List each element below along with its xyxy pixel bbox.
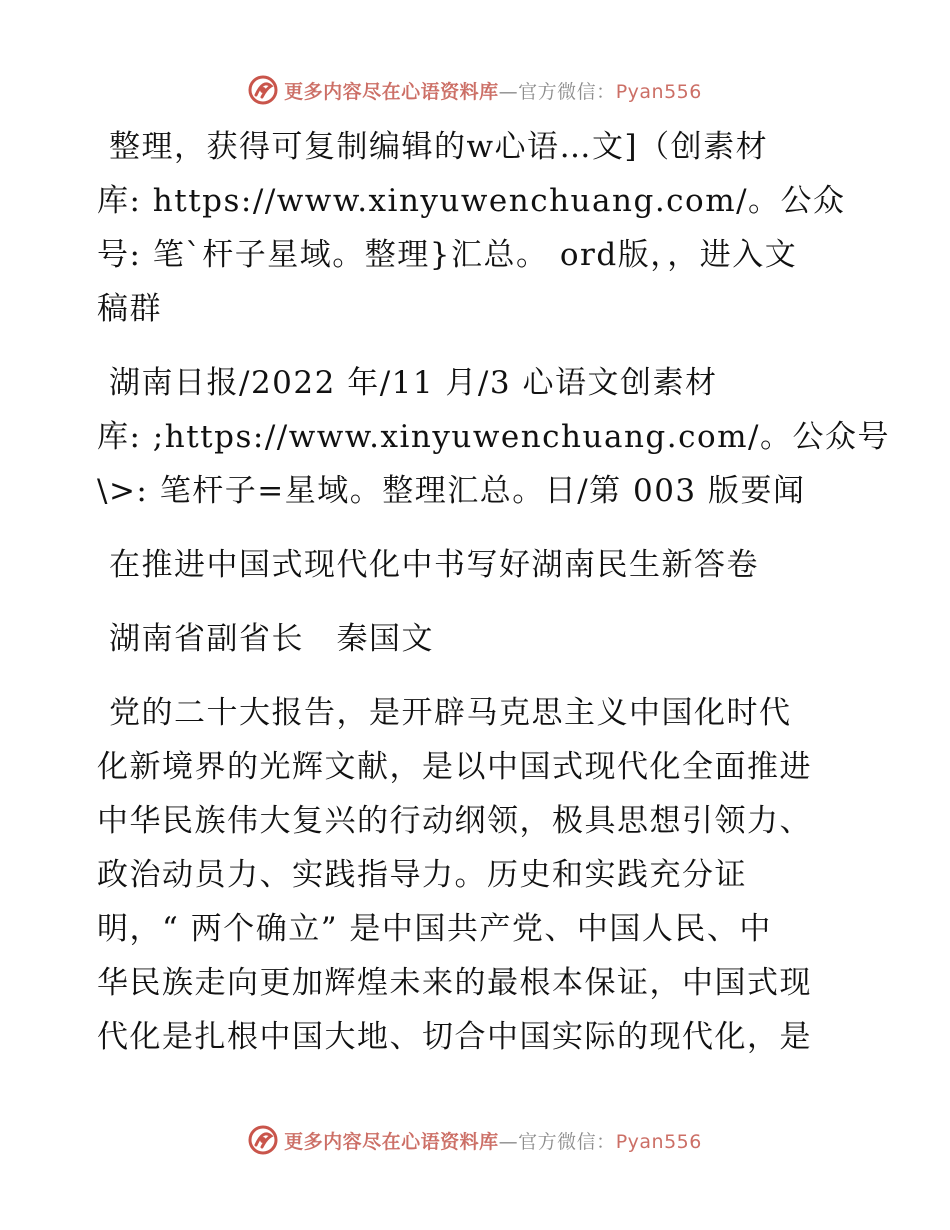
author-line: 湖南省副省长 秦国文 [109, 621, 434, 657]
footer-site-text: 更多内容尽在心语资料库 [284, 1130, 499, 1153]
header-dash: — [498, 80, 519, 103]
footer-wechat-id: Pyan556 [615, 1130, 702, 1153]
body-line: 代化是扎根中国大地、切合中国实际的现代化，是 [97, 1019, 812, 1055]
header-banner-text [284, 77, 702, 104]
intro-paragraph [97, 120, 857, 336]
body-line: 化新境界的光辉文献，是以中国式现代化全面推进 [97, 749, 812, 785]
article-title: 在推进中国式现代化中书写好湖南民生新答卷 [109, 547, 759, 583]
body-line: 华民族走向更加辉煌未来的最根本保证，中国式现 [97, 965, 812, 1001]
header-site-text: 更多内容尽在心语资料库 [284, 80, 499, 103]
header-wechat-label: 官方微信： [518, 80, 616, 103]
source-paragraph [97, 356, 890, 518]
source-line: 库: ;https://www.xinyuwenchuang.com/。公众号 [97, 419, 890, 455]
swirl-logo-icon [248, 1125, 278, 1155]
intro-line: 库: https://www.xinyuwenchuang.com/。公众 [97, 183, 846, 219]
intro-line: 整理，获得可复制编辑的w心语…文]（创素材 [109, 129, 769, 165]
footer-banner-text [284, 1127, 702, 1154]
body-line: 明，“ 两个确立” 是中国共产党、中国人民、中 [97, 911, 772, 947]
source-line: \>: 笔杆子=星域。整理汇总。日/第 003 版要闻 [97, 473, 806, 509]
swirl-logo-icon [248, 75, 278, 105]
footer-dash: — [498, 1130, 519, 1153]
intro-line: 号: 笔`杆子星域。整理}汇总。 ord版，，进入文 [97, 237, 798, 273]
body-line: 中华民族伟大复兴的行动纲领，极具思想引领力、 [97, 803, 812, 839]
source-line: 湖南日报/2022 年/11 月/3 心语文创素材 [109, 365, 718, 401]
header-banner [0, 70, 950, 110]
footer-banner [0, 1120, 950, 1160]
document-body [97, 120, 890, 1064]
body-line: 党的二十大报告，是开辟马克思主义中国化时代 [109, 695, 792, 731]
body-line: 政治动员力、实践指导力。历史和实践充分证 [97, 857, 747, 893]
footer-wechat-label: 官方微信： [518, 1130, 616, 1153]
header-wechat-id: Pyan556 [615, 80, 702, 103]
intro-line: 稿群 [97, 291, 162, 327]
article-paragraph [97, 686, 857, 1064]
